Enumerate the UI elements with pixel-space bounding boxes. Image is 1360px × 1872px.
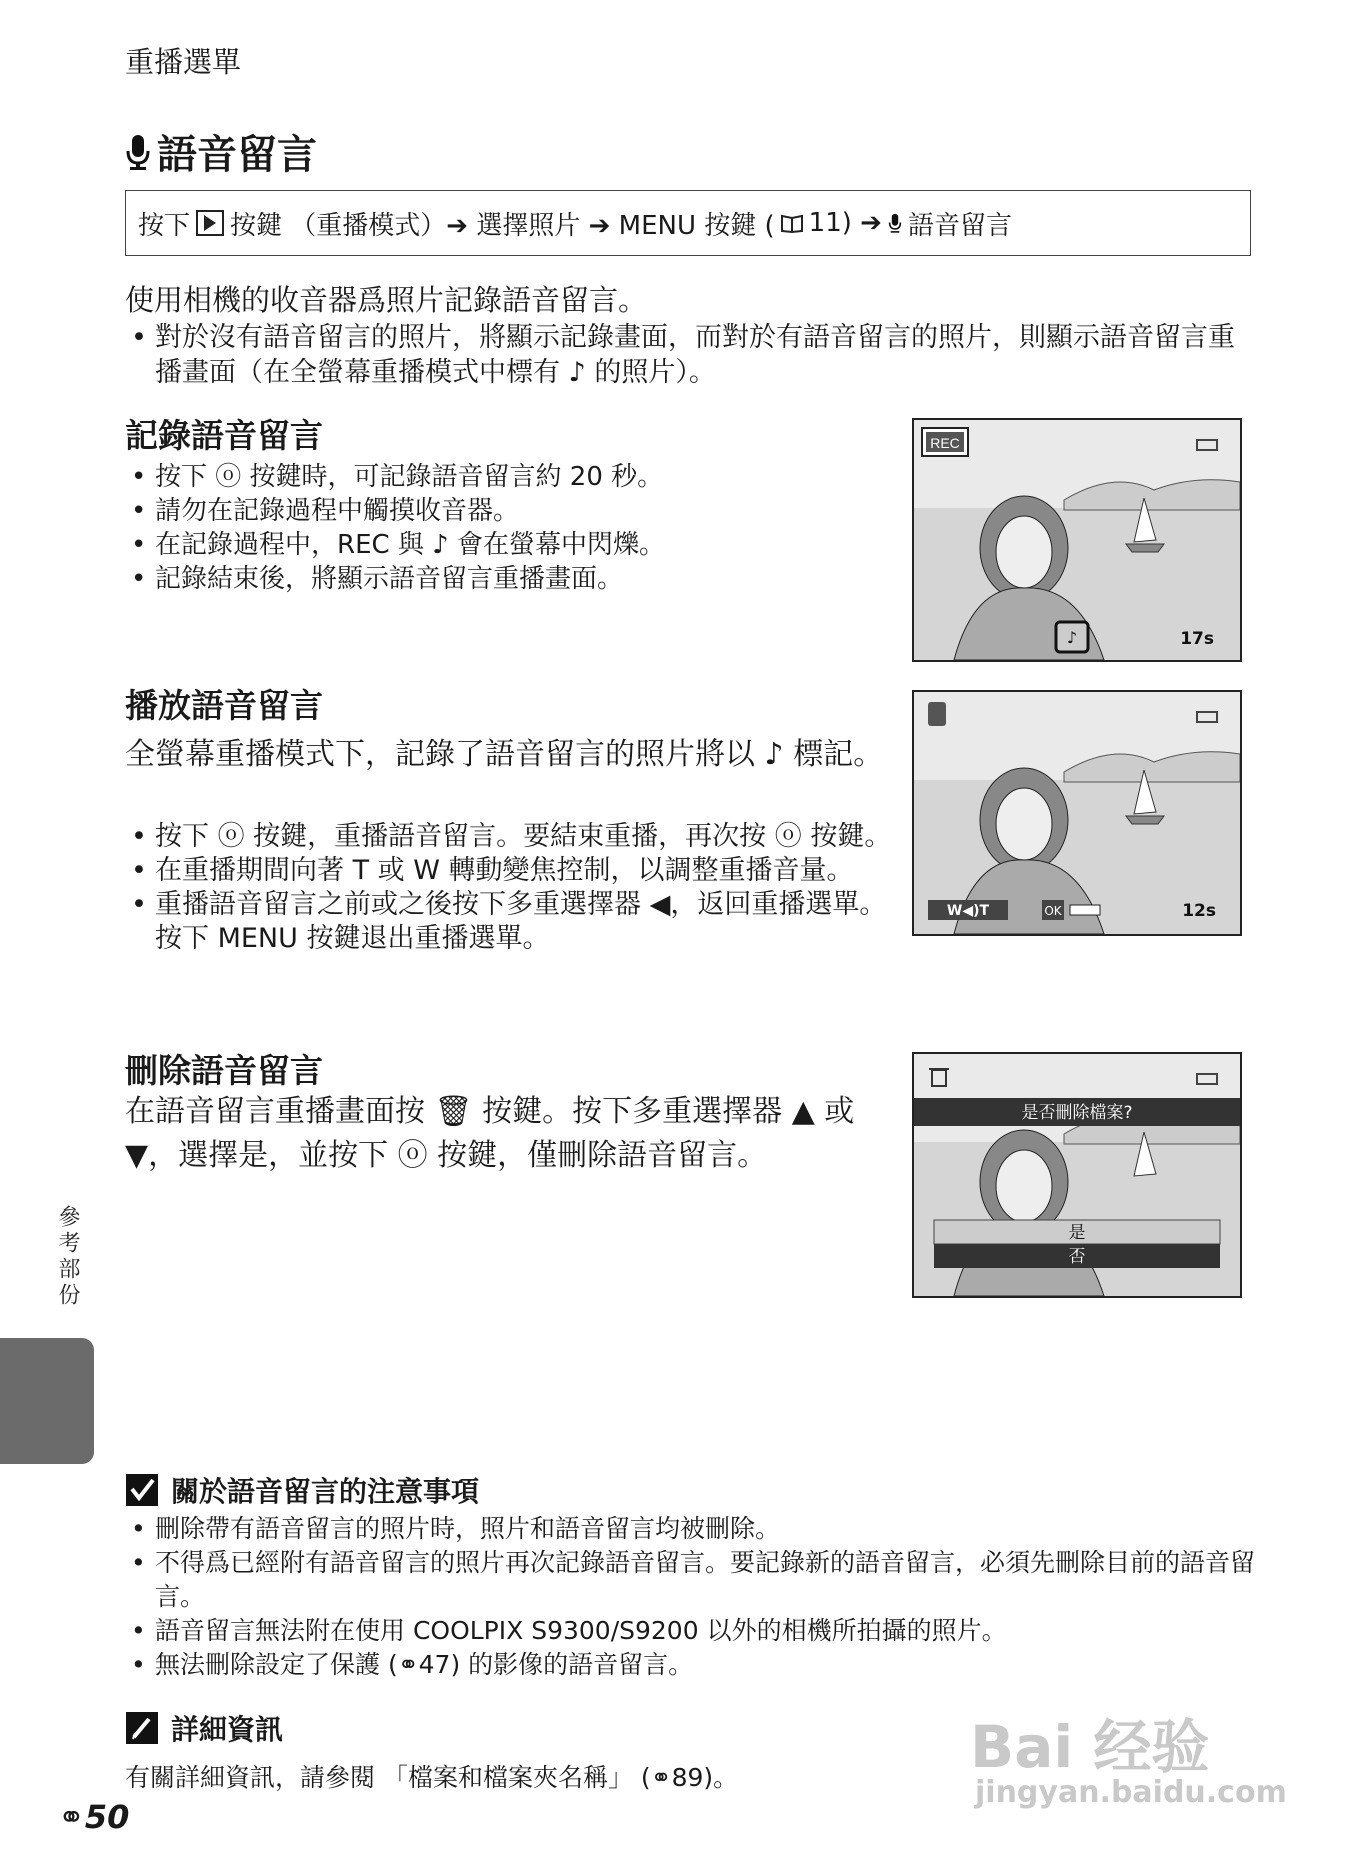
ok-indicator: OK [1044,904,1062,918]
delete-prompt: 是否刪除檔案? [1021,1103,1133,1123]
option-no[interactable]: 否 [1068,1247,1086,1267]
book-icon [781,213,803,233]
page-title [125,123,317,180]
watermark-url: jingyan.baidu.com [975,1775,1287,1810]
play-icon [196,210,224,236]
section-heading-play: 播放語音留言 [125,686,323,725]
delete-paragraph: 在語音留言重播畫面按 🗑 按鍵。按下多重選擇器 ▲ 或 ▼，選擇是，並按下 ⓞ 按鍵，僅刪除語音留言。 [125,1094,855,1173]
play-time: 12s [1182,901,1216,921]
list-item: • 請勿在記錄過程中觸摸收音器。 [125,494,885,528]
list-item: • 語音留言無法附在使用 COOLPIX S9300/S9200 以外的相機所拍攝的照片。 [125,1614,1260,1648]
watermark-logo: Bai 经验 [970,1713,1210,1781]
list-item: • 不得爲已經附有語音留言的照片再次記錄語音留言。要記錄新的語音留言，必須先刪除目前的語音留言。 [125,1546,1260,1614]
list-item: • 刪除帶有語音留言的照片時，照片和語音留言均被刪除。 [125,1512,1260,1546]
side-section-label: 參考部份 [55,1205,80,1309]
rec-badge: REC [930,435,960,451]
nav-text-2: 按鍵 （重播模式）➔ 選擇照片 ➔ MENU 按鍵 ( [230,210,775,241]
page-header: 重播選單 [125,45,242,79]
record-screen [912,418,1242,662]
check-icon [125,1473,159,1507]
list-item: • 對於沒有語音留言的照片，將顯示記錄畫面，而對於有語音留言的照片，則顯示語音留言重播畫面（在全螢幕重播模式中標有 ♪ 的照片）。 [125,320,1260,390]
list-item: • 在重播期間向著 T 或 W 轉動變焦控制，以調整重播音量。 [125,854,895,888]
caution-title: 關於語音留言的注意事項 [171,1475,480,1508]
nav-text-3: 語音留言 [907,210,1012,241]
mic-icon [125,133,151,171]
navigation-path [125,190,1251,256]
mic-icon [888,211,902,235]
list-item: • 記錄結束後，將顯示語音留言重播畫面。 [125,562,885,596]
side-tab [0,1338,94,1464]
pencil-icon [125,1711,159,1745]
list-item: • 按下 ⓞ 按鍵時，可記錄語音留言約 20 秒。 [125,460,885,494]
play-bullets [125,820,895,956]
list-item: • 在記錄過程中，REC 與 ♪ 會在螢幕中閃爍。 [125,528,885,562]
title-text: 語音留言 [157,132,317,178]
playback-screen [912,690,1242,936]
svg-text:♪: ♪ [1066,628,1078,647]
caution-header [125,1470,479,1510]
zoom-indicator: W◀)T [946,903,990,919]
intro-text: 使用相機的收音器爲照片記錄語音留言。 [125,283,648,317]
list-item: • 重播語音留言之前或之後按下多重選擇器 ◀，返回重播選單。按下 MENU 按鍵退出重播選單。 [125,888,895,956]
list-item: • 按下 ⓞ 按鍵，重播語音留言。要結束重播，再次按 ⓞ 按鍵。 [125,820,895,854]
info-header [125,1708,283,1748]
info-title: 詳細資訊 [171,1713,284,1746]
nav-ref: 11) ➔ [808,208,882,238]
list-item: • 無法刪除設定了保護 (⚭47) 的影像的語音留言。 [125,1648,1260,1682]
option-yes[interactable]: 是 [1068,1223,1086,1243]
record-time: 17s [1180,629,1214,649]
info-text: 有關詳細資訊，請參閱 「檔案和檔案夾名稱」 (⚭89)。 [125,1763,739,1792]
caution-bullets [125,1512,1260,1682]
page-number: ⚭50 [58,1798,130,1836]
intro-bullets [125,320,1260,390]
record-bullets [125,460,885,596]
play-paragraph: 全螢幕重播模式下，記錄了語音留言的照片將以 ♪ 標記。 [125,737,884,772]
section-heading-record: 記錄語音留言 [125,416,323,455]
delete-screen [912,1052,1242,1298]
nav-text-1: 按下 [138,210,191,241]
section-heading-delete: 刪除語音留言 [125,1051,323,1090]
